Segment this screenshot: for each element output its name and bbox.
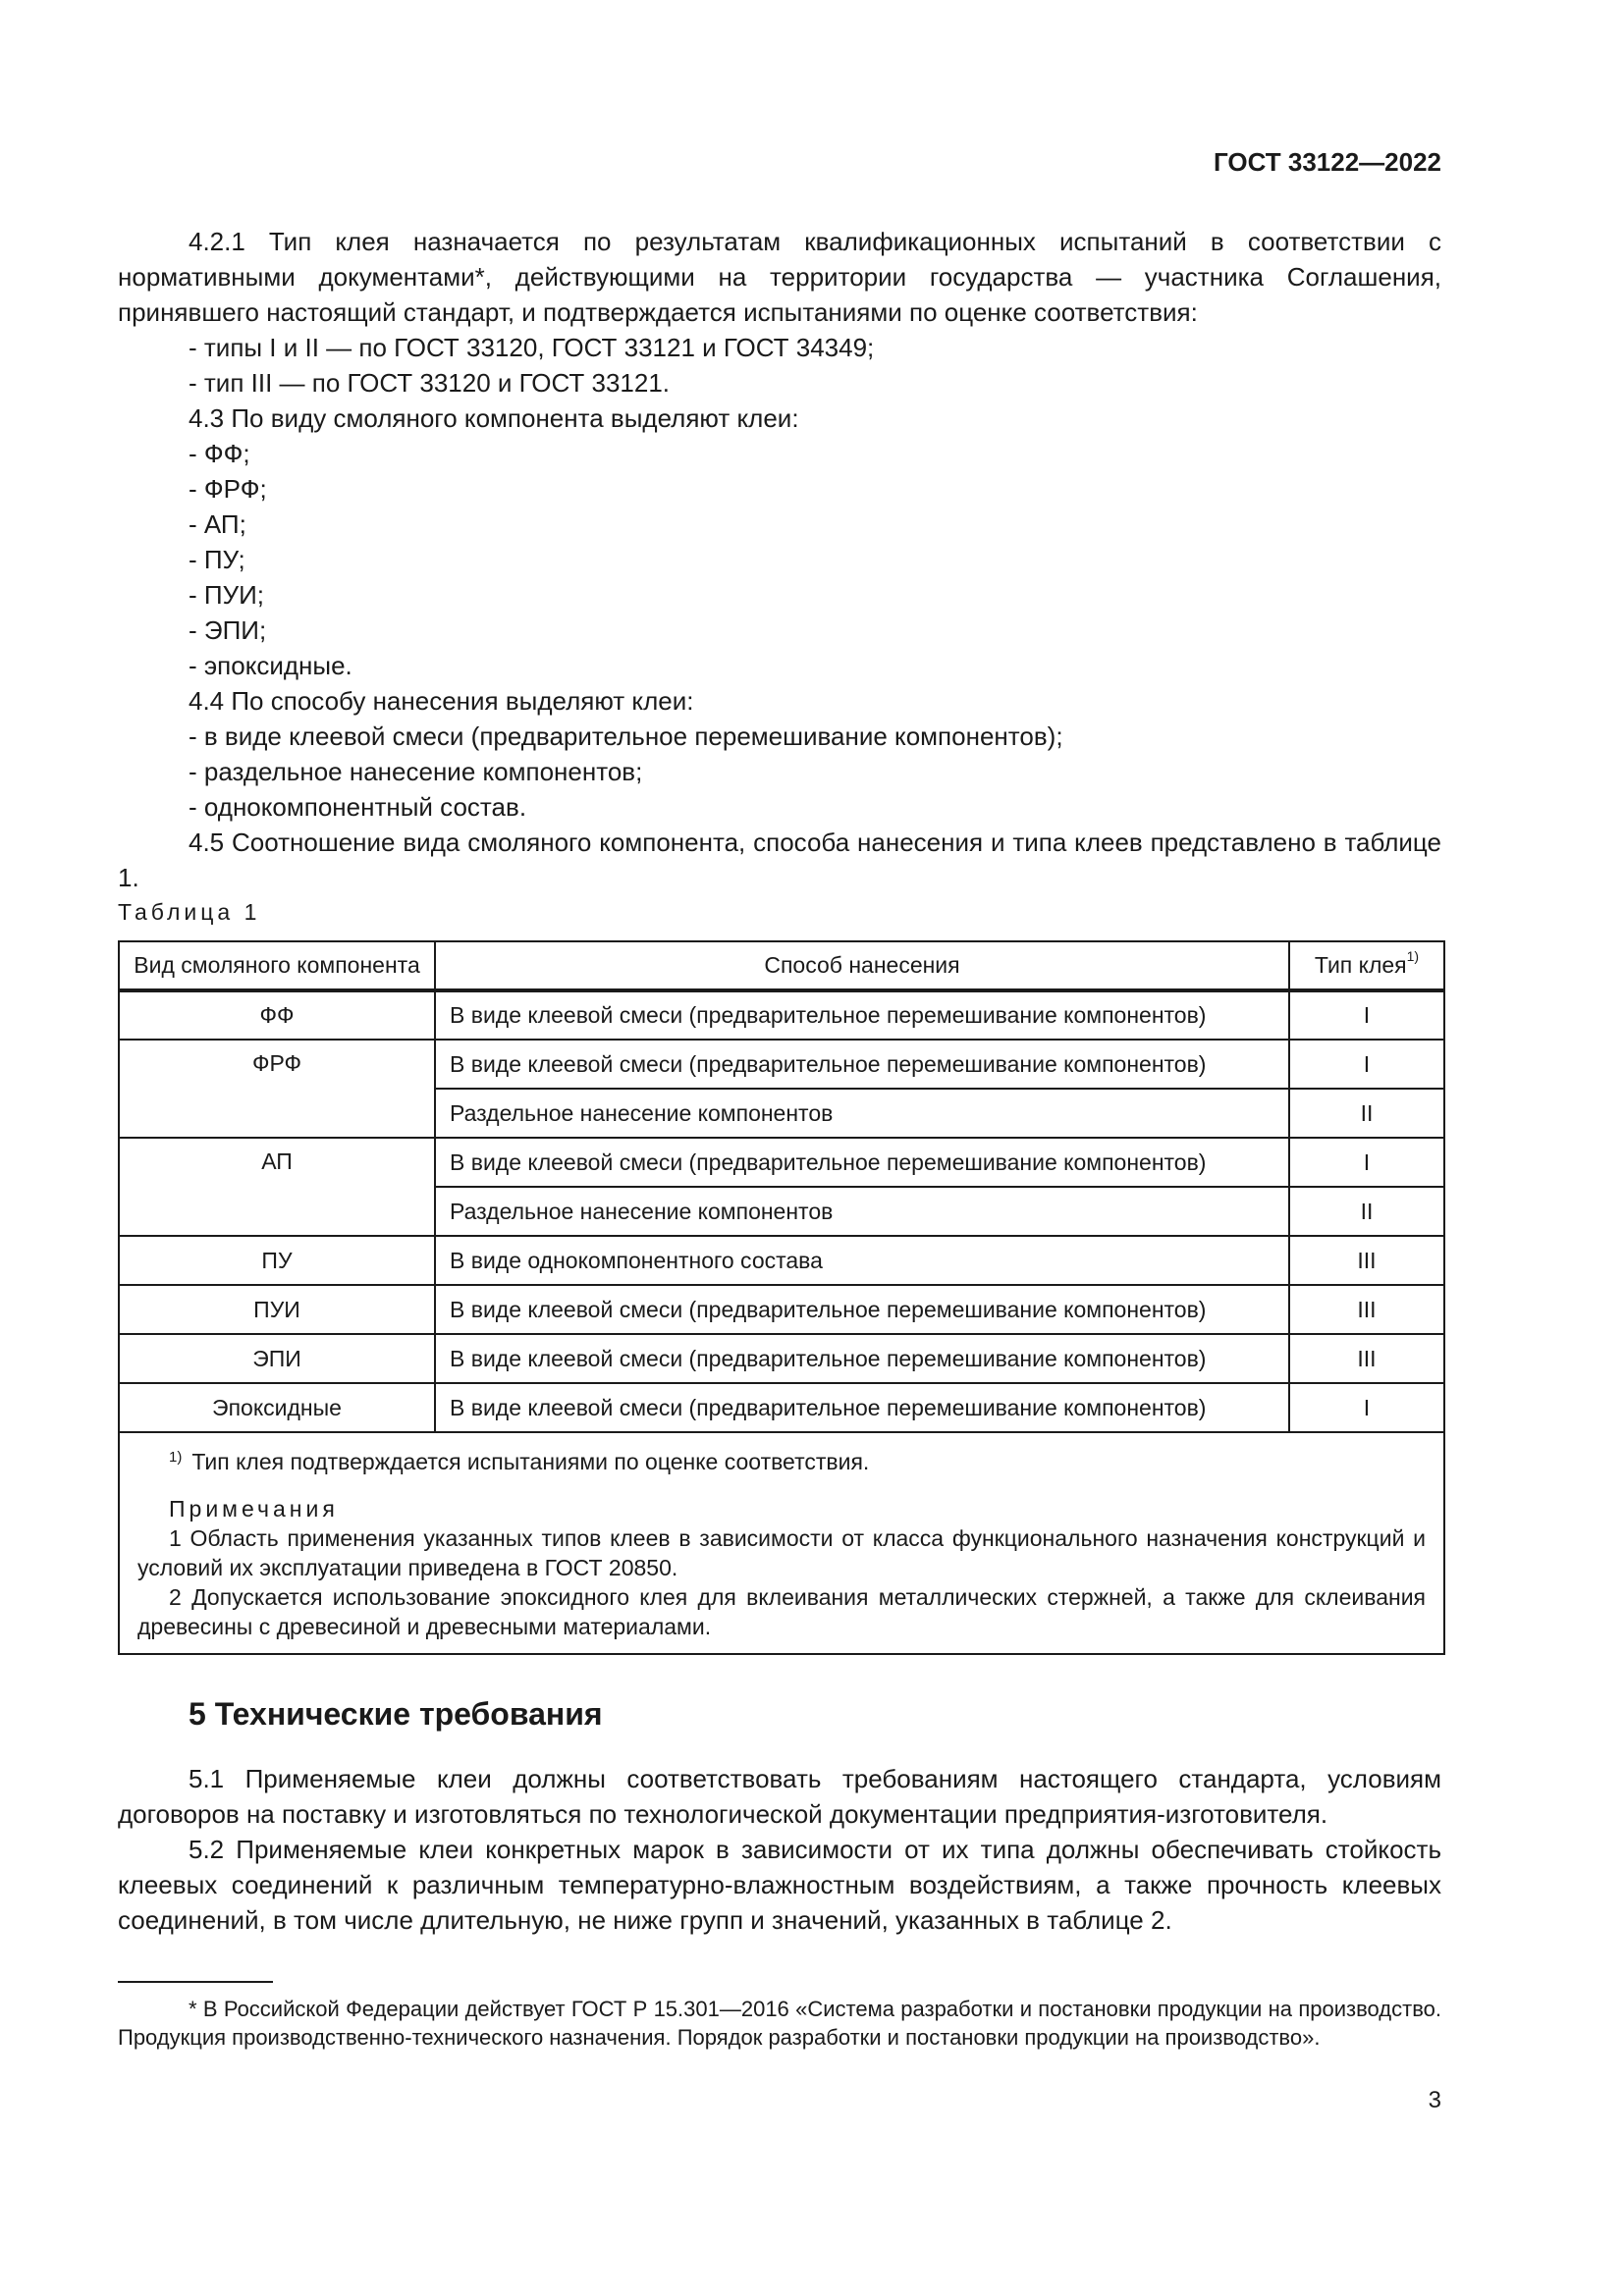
cell-method: В виде клеевой смеси (предварительное перемешивание компонентов) — [435, 990, 1289, 1040]
paragraph-5-1: 5.1 Применяемые клеи должны соответствовать требованиям настоящего стандарта, условиям договоров на поставку и изготовляться по технологической документации предприятия-изготовителя. — [118, 1764, 1441, 1829]
paragraph-4-5: 4.5 Соотношение вида смоляного компонента, способа нанесения и типа клеев представлено в таблице 1. — [118, 828, 1441, 892]
list-item: - типы I и II — по ГОСТ 33120, ГОСТ 33121 и ГОСТ 34349; — [189, 333, 875, 362]
standard-number: ГОСТ 33122—2022 — [1214, 147, 1441, 177]
list-item: - ПУИ; — [189, 580, 264, 610]
table-row — [119, 1334, 1444, 1383]
adhesive-table — [118, 940, 1445, 1655]
page-footnote: * В Российской Федерации действует ГОСТ Р 15.301—2016 «Система разработки и постановки продукции на производство. Продукция производственно-технического назначения. Порядок разработки и постановки продукции на производство». — [118, 1997, 1441, 2050]
cell-method: В виде клеевой смеси (предварительное перемешивание компонентов) — [435, 1383, 1289, 1432]
cell-component: Эпоксидные — [119, 1383, 435, 1432]
table-footnote-mark: 1) — [169, 1449, 183, 1466]
list-item: - тип III — по ГОСТ 33120 и ГОСТ 33121. — [189, 368, 671, 398]
cell-method: В виде клеевой смеси (предварительное перемешивание компонентов) — [435, 1138, 1289, 1187]
note-item: 1 Область применения указанных типов клеев в зависимости от класса функционального назначения конструкций и условий их эксплуатации приведена в ГОСТ 20850. — [137, 1525, 1426, 1580]
header-adhesive-type-label: Тип клея — [1314, 952, 1407, 978]
table-row — [119, 1383, 1444, 1432]
cell-method: В виде клеевой смеси (предварительное перемешивание компонентов) — [435, 1285, 1289, 1334]
table-row — [119, 1236, 1444, 1285]
header-resin-component: Вид смоляного компонента — [119, 941, 435, 990]
cell-type: I — [1289, 1040, 1444, 1089]
cell-component: ПУИ — [119, 1285, 435, 1334]
header-footnote-mark: 1) — [1406, 948, 1420, 964]
paragraph-4-2-1: 4.2.1 Тип клея назначается по результатам квалификационных испытаний в соответствии с нормативными документами*, действующими на территории государства — участника Соглашения, принявшего настоящий стандарт, и подтверждается испытаниями по оценке соответствия: — [118, 227, 1441, 327]
section-5-title: 5 Технические требования — [189, 1696, 603, 1732]
footnote-divider — [118, 1981, 273, 1983]
header-application-method: Способ нанесения — [435, 941, 1289, 990]
table-caption: Таблица 1 — [118, 899, 261, 925]
list-item: - ФРФ; — [189, 474, 267, 504]
cell-method: В виде клеевой смеси (предварительное перемешивание компонентов) — [435, 1040, 1289, 1089]
cell-type: II — [1289, 1187, 1444, 1236]
intro-text — [118, 224, 1441, 895]
table-row — [119, 990, 1444, 1040]
list-item: - ПУ; — [189, 545, 245, 574]
table-row — [119, 1285, 1444, 1334]
list-item: - в виде клеевой смеси (предварительное перемешивание компонентов); — [189, 721, 1063, 751]
list-item: - однокомпонентный состав. — [189, 792, 527, 822]
cell-type: I — [1289, 1138, 1444, 1187]
table-notes — [119, 1432, 1444, 1654]
cell-method: В виде однокомпонентного состава — [435, 1236, 1289, 1285]
paragraph-5-2: 5.2 Применяемые клеи конкретных марок в зависимости от их типа должны обеспечивать стойкость клеевых соединений к различным температурно-влажностным воздействиям, а также прочность клеевых соединений, в том числе длительную, не ниже групп и значений, указанных в таблице 2. — [118, 1835, 1441, 1935]
table-row — [119, 1040, 1444, 1089]
note-item: 2 Допускается использование эпоксидного клея для вклеивания металлических стержней, а также для склеивания древесины с древесиной и древесными материалами. — [137, 1584, 1426, 1639]
cell-component: ФФ — [119, 990, 435, 1040]
cell-component: ФРФ — [119, 1040, 435, 1138]
cell-type: I — [1289, 990, 1444, 1040]
cell-method: В виде клеевой смеси (предварительное перемешивание компонентов) — [435, 1334, 1289, 1383]
table-footnote — [137, 1447, 1426, 1476]
cell-method: Раздельное нанесение компонентов — [435, 1089, 1289, 1138]
cell-type: III — [1289, 1334, 1444, 1383]
list-item: - ФФ; — [189, 439, 250, 468]
table-footnote-text: Тип клея подтверждается испытаниями по оценке соответствия. — [191, 1449, 870, 1474]
page-number: 3 — [1428, 2087, 1441, 2113]
cell-type: I — [1289, 1383, 1444, 1432]
cell-type: III — [1289, 1285, 1444, 1334]
header-adhesive-type — [1289, 941, 1444, 990]
notes-title: Примечания — [169, 1496, 339, 1522]
list-item: - эпоксидные. — [189, 651, 352, 680]
table-notes-row — [119, 1432, 1444, 1654]
list-item: - АП; — [189, 509, 246, 539]
section-5-text — [118, 1761, 1441, 1938]
list-item: - ЭПИ; — [189, 615, 267, 645]
table-header-row — [119, 941, 1444, 990]
list-item: - раздельное нанесение компонентов; — [189, 757, 643, 786]
cell-method: Раздельное нанесение компонентов — [435, 1187, 1289, 1236]
cell-type: II — [1289, 1089, 1444, 1138]
paragraph-4-4: 4.4 По способу нанесения выделяют клеи: — [189, 686, 694, 716]
cell-component: ЭПИ — [119, 1334, 435, 1383]
table-row — [119, 1138, 1444, 1187]
cell-type: III — [1289, 1236, 1444, 1285]
cell-component: ПУ — [119, 1236, 435, 1285]
paragraph-4-3: 4.3 По виду смоляного компонента выделяют клеи: — [189, 403, 799, 433]
cell-component: АП — [119, 1138, 435, 1236]
